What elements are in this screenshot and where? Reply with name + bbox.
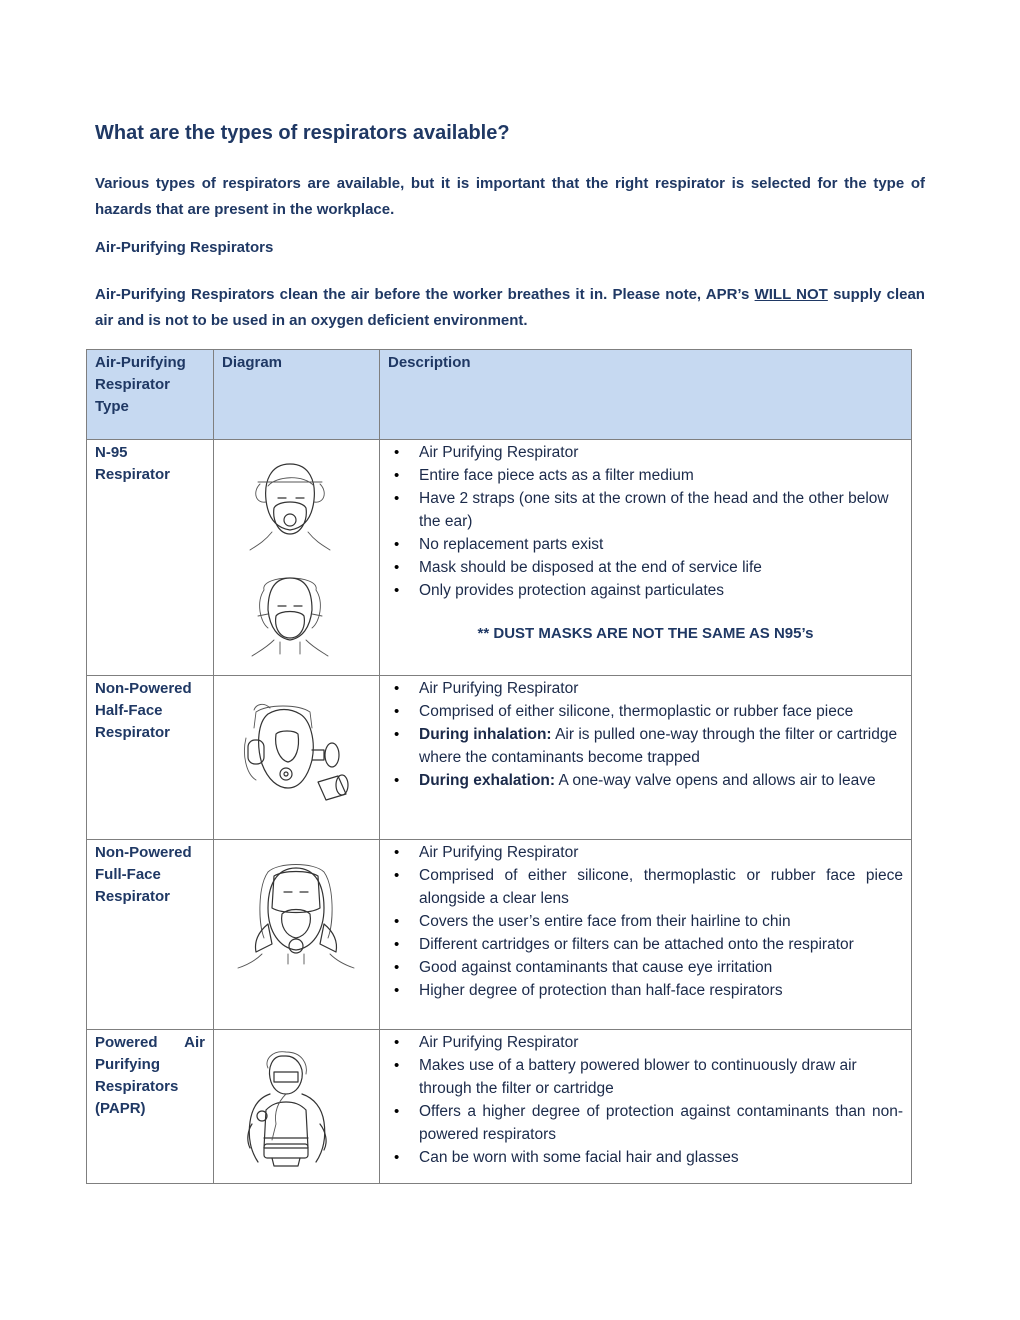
list-item: • Only provides protection against particulates [388, 579, 903, 602]
row-description [380, 1030, 912, 1184]
description-list [388, 1031, 903, 1169]
table-row-n95 [87, 440, 912, 676]
intro-paragraph: Various types of respirators are available, but it is important that the right respirator is selected for the type of hazards that are present in the workplace. [95, 175, 925, 218]
list-item: • No replacement parts exist [388, 533, 903, 556]
table-row-full-face [87, 840, 912, 1030]
header-type: Air-Purifying Respirator Type [87, 350, 214, 440]
n95-respirator-diagram [214, 440, 380, 670]
list-item: • Good against contaminants that cause eye irritation [388, 956, 903, 979]
respirator-table [86, 349, 912, 1184]
list-item: • Air Purifying Respirator [388, 441, 903, 464]
apr-paragraph [95, 282, 925, 334]
table-header-row [87, 350, 912, 440]
list-item: • Air Purifying Respirator [388, 1031, 903, 1054]
exhalation-text: A one-way valve opens and allows air to leave [558, 772, 876, 789]
list-item: • Air Purifying Respirator [388, 841, 903, 864]
list-item: • Covers the user’s entire face from their hairline to chin [388, 910, 903, 933]
full-face-respirator-diagram [214, 840, 380, 1024]
row-description [380, 840, 912, 1030]
diagram-cell [214, 676, 380, 840]
table-row-half-face [87, 676, 912, 840]
list-item: • Have 2 straps (one sits at the crown of the head and the other below the ear) [388, 487, 903, 533]
table-row-papr [87, 1030, 912, 1184]
diagram-cell [214, 840, 380, 1030]
list-item: • Higher degree of protection than half-face respirators [388, 979, 903, 1002]
diagram-cell [214, 440, 380, 676]
page-title: What are the types of respirators available? [95, 122, 510, 144]
description-list [388, 441, 903, 602]
row-description [380, 440, 912, 676]
list-item: • Air Purifying Respirator [388, 677, 903, 700]
inhalation-label: During inhalation: [419, 726, 552, 743]
row-type: Non-Powered Half-Face Respirator [87, 676, 214, 840]
apr-emphasis: WILL NOT [754, 286, 828, 303]
header-diagram: Diagram [214, 350, 380, 440]
description-list [388, 841, 903, 1002]
row-type: N-95 Respirator [87, 440, 214, 676]
list-item: • Entire face piece acts as a filter medium [388, 464, 903, 487]
section-subheading: Air-Purifying Respirators [95, 239, 274, 256]
row-description [380, 676, 912, 840]
papr-respirator-diagram [214, 1030, 380, 1178]
list-item: • Mask should be disposed at the end of service life [388, 556, 903, 579]
half-face-respirator-diagram [214, 676, 380, 834]
list-item [388, 769, 903, 792]
description-list [388, 677, 903, 792]
apr-text-after: supply clean air and is not to be used in an oxygen deficient environment. [95, 286, 925, 329]
diagram-cell [214, 1030, 380, 1184]
row-type: Powered Air Purifying Respirators (PAPR) [87, 1030, 214, 1184]
exhalation-label: During exhalation: [419, 772, 556, 789]
list-item [388, 723, 903, 769]
list-item: • Different cartridges or filters can be attached onto the respirator [388, 933, 903, 956]
row-type: Non-Powered Full-Face Respirator [87, 840, 214, 1030]
apr-text-before: Air-Purifying Respirators clean the air before the worker breathes it in. Please note, APR’s [95, 286, 750, 303]
inhalation-text: Air is pulled one-way through the filter or cartridge where the contaminants become trapped [419, 726, 898, 766]
list-item: • Comprised of either silicone, thermoplastic or rubber face piece alongside a clear lens [388, 864, 903, 910]
list-item: • Makes use of a battery powered blower to continuously draw air through the filter or cartridge [388, 1054, 903, 1100]
list-item: • Offers a higher degree of protection against contaminants than non-powered respirators [388, 1100, 903, 1146]
list-item: • Comprised of either silicone, thermoplastic or rubber face piece [388, 700, 903, 723]
dust-mask-note: ** DUST MASKS ARE NOT THE SAME AS N95’s [477, 625, 814, 642]
list-item: • Can be worn with some facial hair and glasses [388, 1146, 903, 1169]
header-description: Description [380, 350, 912, 440]
